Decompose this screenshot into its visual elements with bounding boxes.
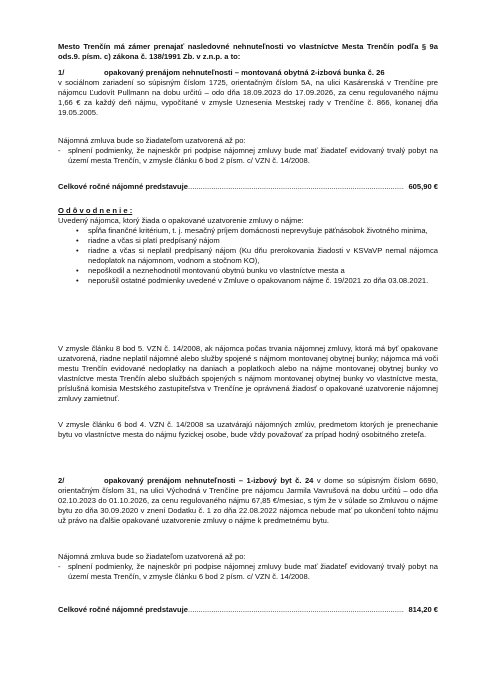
reasoning-item: • riadne a včas si platí predpísaný nájom	[58, 236, 438, 246]
item-2-cond-list	[58, 562, 438, 582]
item-2-conditions	[58, 552, 438, 582]
reasoning-paragraph-1	[58, 344, 438, 404]
item-2-total	[58, 605, 438, 615]
reasoning-intro: Uvedený nájomca, ktorý žiada o opakované uzatvorenie zmluvy o nájme:	[58, 216, 304, 225]
reasoning-section	[58, 206, 438, 286]
reasoning-item: • spĺňa finančné kritérium, t. j. mesačný príjem domácnosti neprevyšuje päťnásobok životného minima,	[58, 226, 438, 236]
item-2-body: v dome so súpisným číslom 6690, orientačným číslom 31, na ulici Východná v Trenčíne pre nájomcu Jarmila Vavrušová na dobu určitú – odo dňa 02.10.2023 do 01.10.2026, za cenu regulovaného nájmu 67,85 €/mesiac, s tým že v súlade so Zmluvou o nájme bytu zo dňa 30.09.2020 v znení Dodatku č. 1 zo dňa 22.08.2022 nájomca nebude mať po ukončení tohto nájmu už právo na ďalšie opakované uzatvorenie zmluvy o nájme k predmetnému bytu.	[58, 476, 438, 525]
item-1-total-leader	[188, 182, 404, 192]
item-2-number: 2/	[58, 476, 65, 485]
item-1-number: 1/	[58, 68, 65, 77]
reasoning-item: • riadne a včas si neplatil predpísaný nájom (Ku dňu prerokovania žiadosti v KSVaVP nemal nájomca nedoplatok na nájomnom, vodnom a stočnom KO),	[58, 246, 438, 266]
item-1-body: v sociálnom zariadení so súpisným číslom 1725, orientačným číslom 5A, na ulici Kasárenská v Trenčíne pre nájomcu Ľudovít Pullmann na dobu určitú – odo dňa 18.09.2023 do 17.09.2026, za cenu regulovaného nájmu 1,66 € za každý deň nájmu, vypočítané v zmysle Uznesenia Mestskej rady v Trenčíne č. 866, konanej dňa 19.05.2005.	[58, 78, 438, 117]
item-2	[58, 476, 438, 526]
item-1-title	[58, 68, 438, 78]
item-1-cond-item: - splnení podmienky, že najneskôr pri podpise nájomnej zmluvy bude mať žiadateľ evidovaný trvalý pobyt na území mesta Trenčín, v zmysle článku 6 bod 2 písm. c/ VZN č. 14/2008.	[58, 146, 438, 166]
item-2-total-leader	[188, 605, 404, 615]
item-2-title	[58, 476, 438, 526]
item-1-total	[58, 182, 438, 192]
reasoning-item: • neporušil ostatné podmienky uvedené v Zmluve o opakovanom nájme č. 19/2021 zo dňa 03.08.2021.	[58, 276, 438, 286]
reasoning-heading: O d ô v o d n e n i e :	[58, 206, 133, 215]
item-1-cond-list	[58, 146, 438, 166]
item-2-total-label: Celkové ročné nájomné predstavuje	[58, 605, 188, 614]
item-1-title-text: opakovaný prenájom nehnuteľnosti – montovaná obytná 2-izbová bunka č. 26	[104, 68, 385, 77]
item-2-cond-intro: Nájomná zmluva bude so žiadateľom uzatvorená až po:	[58, 552, 246, 561]
item-2-total-value: 814,20 €	[408, 605, 438, 614]
intro-paragraph	[58, 42, 438, 62]
item-2-cond-item: - splnení podmienky, že najneskôr pri podpise nájomnej zmluvy bude mať žiadateľ evidovaný trvalý pobyt na území mesta Trenčín, v zmysle článku 6 bod 2 písm. c/ VZN č. 14/2008.	[58, 562, 438, 582]
item-1	[58, 68, 438, 118]
reasoning-list	[58, 226, 438, 286]
item-1-cond-intro: Nájomná zmluva bude so žiadateľom uzatvorená až po:	[58, 136, 246, 145]
item-2-title-text: opakovaný prenájom nehnuteľnosti – 1-izbový byt č. 24	[104, 476, 314, 485]
item-1-total-label: Celkové ročné nájomné predstavuje	[58, 182, 188, 191]
item-1-total-value: 605,90 €	[408, 182, 438, 191]
intro-text: Mesto Trenčín má zámer prenajať nasledovné nehnuteľnosti vo vlastníctve Mesta Trenčín podľa § 9a ods.9. písm. c) zákona č. 138/1991 Zb. v z.n.p. a to:	[58, 42, 438, 61]
item-1-conditions	[58, 136, 438, 166]
reasoning-item: • nepoškodil a neznehodnotil montovanú obytnú bunku vo vlastníctve mesta a	[58, 266, 438, 276]
reasoning-paragraph-2	[58, 420, 438, 440]
reasoning-para-2: V zmysle článku 6 bod 4. VZN č. 14/2008 sa uzatvárajú nájomných zmlúv, predmetom ktorých je prenechanie bytu vo vlastníctve mesta do nájmu fyzickej osobe, bude vždy považovať za prípad hodný osobitného zreteľa.	[58, 420, 438, 439]
reasoning-para-1: V zmysle článku 8 bod 5. VZN č. 14/2008, ak nájomca počas trvania nájomnej zmluvy, ktorá má byť opakovane uzatvorená, riadne neplatil nájomné alebo služby spojené s nájmom montovanej obytnej bunky; nájomca má voči mestu Trenčín evidované nedoplatky na daniach a poplatkoch alebo na nájme montovanej obytnej bunky vo vlastníctve mesta Trenčín alebo službách spojených s nájmom montovanej obytnej bunky vo vlastníctve mesta, príslušná komisia Mestského zastupiteľstva v Trenčíne je oprávnená žiadosť o opakované uzatvorenie nájomnej zmluvy zamietnuť.	[58, 344, 438, 403]
